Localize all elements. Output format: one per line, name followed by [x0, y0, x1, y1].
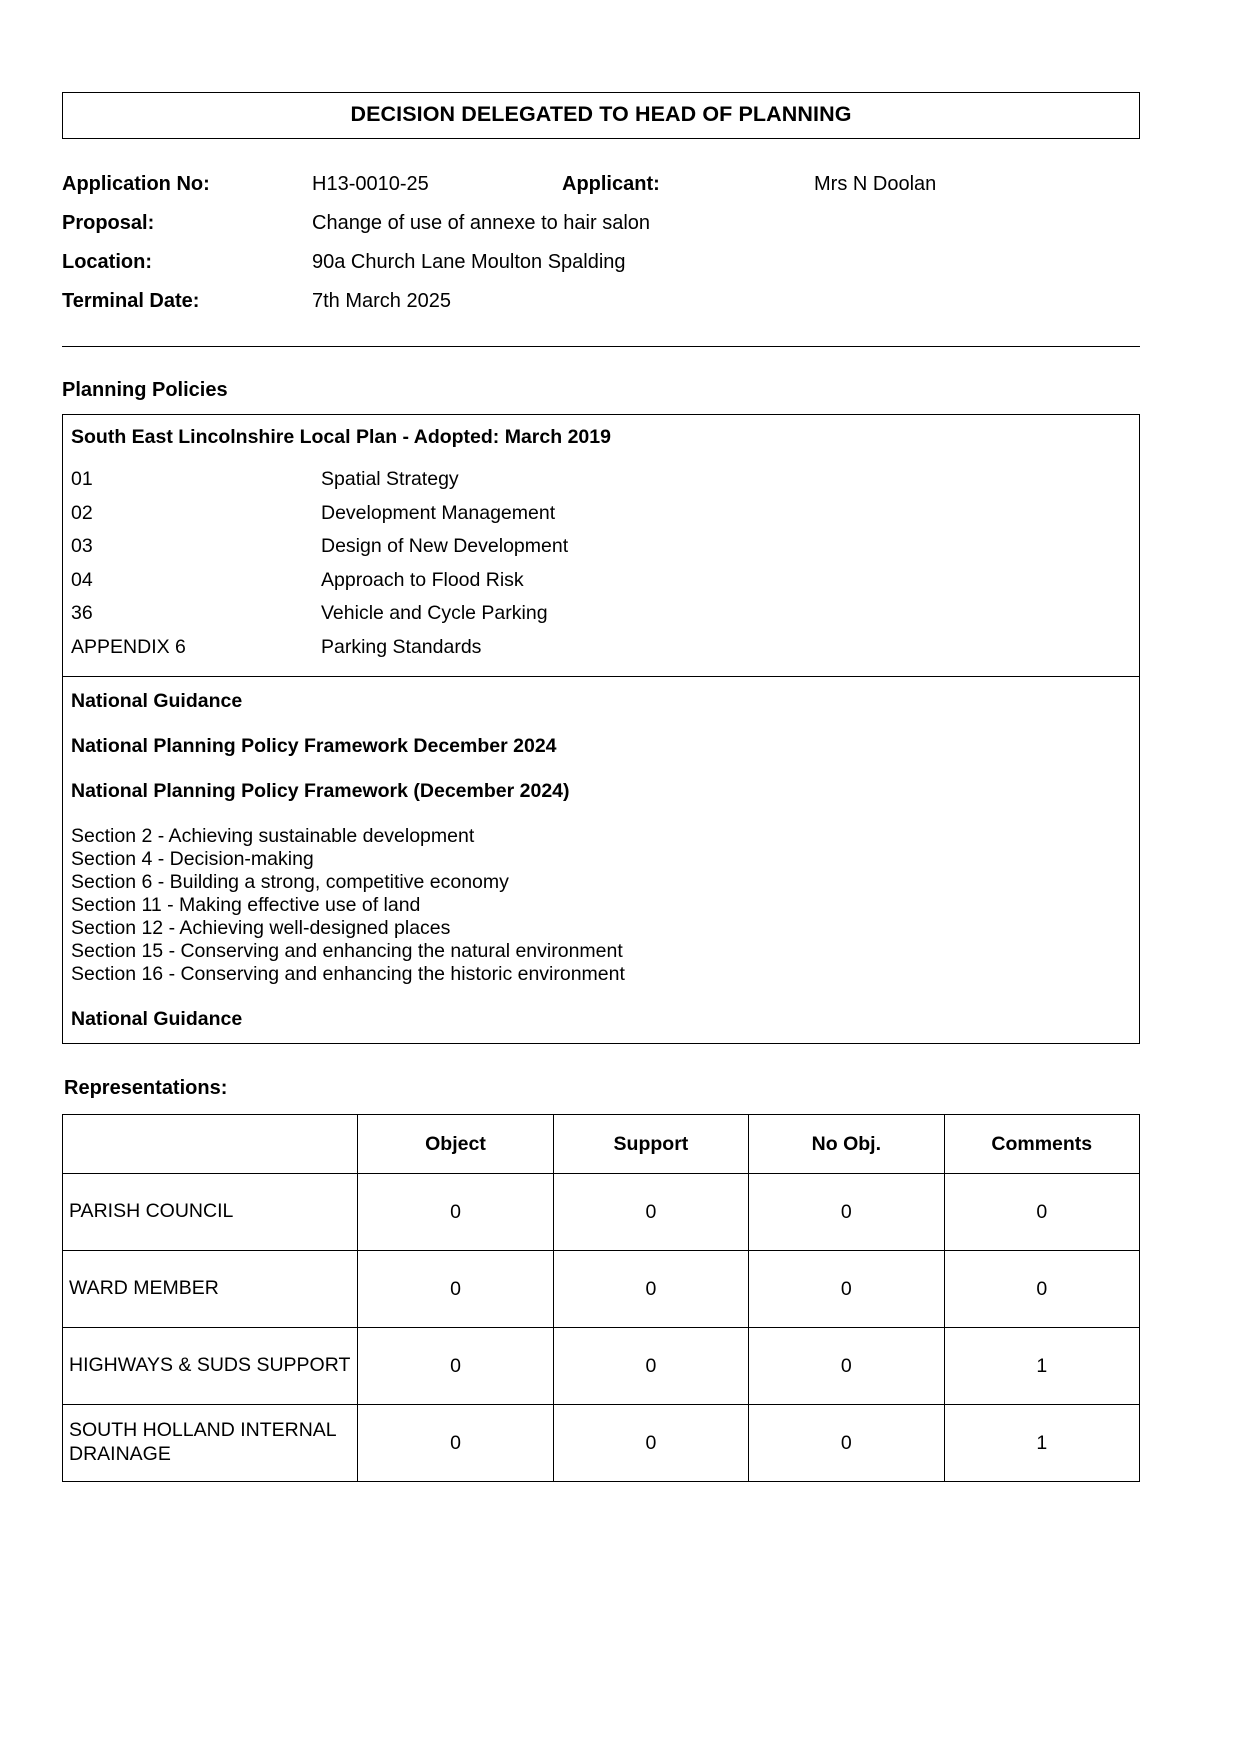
- local-plan-section: [63, 415, 1139, 676]
- national-guidance-heading: National Guidance: [71, 690, 243, 713]
- row-object: 0: [358, 1174, 553, 1251]
- nppf-section-item: Section 6 - Building a strong, competitive economy: [71, 871, 509, 894]
- nppf-sections-list: [71, 825, 1131, 986]
- column-header-support: Support: [553, 1115, 748, 1174]
- row-comments: 1: [944, 1328, 1139, 1405]
- applicant-value: Mrs N Doolan: [814, 173, 937, 195]
- table-row: [63, 1328, 1140, 1405]
- application-details: [62, 173, 1140, 347]
- row-comments: 0: [944, 1174, 1139, 1251]
- row-no-obj: 0: [749, 1174, 944, 1251]
- nppf-title: National Planning Policy Framework December 2024: [71, 735, 557, 758]
- nppf-section-item: Section 4 - Decision-making: [71, 848, 314, 871]
- national-guidance-footer: National Guidance: [71, 1008, 243, 1031]
- row-object: 0: [358, 1251, 553, 1328]
- row-support: 0: [553, 1405, 748, 1482]
- nppf-subtitle: National Planning Policy Framework (December 2024): [71, 780, 570, 803]
- proposal-label: Proposal:: [62, 212, 155, 234]
- nppf-section-item: Section 11 - Making effective use of land: [71, 894, 421, 917]
- table-row: [63, 1174, 1140, 1251]
- table-row: [63, 1251, 1140, 1328]
- policy-row: [71, 463, 1131, 497]
- table-header-row: [63, 1115, 1140, 1174]
- row-support: 0: [553, 1251, 748, 1328]
- policy-code: 02: [71, 501, 93, 524]
- application-no-label: Application No:: [62, 173, 210, 195]
- location-value: 90a Church Lane Moulton Spalding: [312, 251, 626, 273]
- applicant-label: Applicant:: [562, 173, 660, 195]
- page-title: DECISION DELEGATED TO HEAD OF PLANNING: [62, 92, 1140, 139]
- detail-row-application-no: [62, 173, 1140, 196]
- row-name: WARD MEMBER: [63, 1251, 358, 1328]
- policy-code: 01: [71, 468, 93, 490]
- proposal-value: Change of use of annexe to hair salon: [312, 212, 651, 234]
- planning-policies-box: [62, 414, 1140, 1044]
- row-object: 0: [358, 1328, 553, 1405]
- policy-code: APPENDIX 6: [71, 635, 186, 658]
- nppf-section-item: Section 2 - Achieving sustainable development: [71, 825, 475, 848]
- row-name: PARISH COUNCIL: [63, 1174, 358, 1251]
- policy-desc: Spatial Strategy: [321, 468, 459, 490]
- row-support: 0: [553, 1328, 748, 1405]
- row-support: 0: [553, 1174, 748, 1251]
- policy-desc: Vehicle and Cycle Parking: [321, 602, 548, 625]
- row-name: HIGHWAYS & SUDS SUPPORT: [63, 1328, 358, 1405]
- application-no-value: H13-0010-25: [312, 173, 429, 195]
- policy-desc: Parking Standards: [321, 635, 482, 658]
- local-plan-title: South East Lincolnshire Local Plan - Adopted: March 2019: [71, 426, 611, 448]
- detail-row-terminal-date: [62, 290, 1140, 313]
- policy-row: [71, 530, 1131, 564]
- table-row: [63, 1405, 1140, 1482]
- location-label: Location:: [62, 251, 152, 273]
- terminal-date-label: Terminal Date:: [62, 290, 200, 312]
- policy-row: [71, 631, 1131, 665]
- row-name: SOUTH HOLLAND INTERNAL DRAINAGE: [63, 1405, 358, 1482]
- terminal-date-value: 7th March 2025: [312, 290, 451, 312]
- national-guidance-section: [63, 676, 1139, 1043]
- row-comments: 1: [944, 1405, 1139, 1482]
- column-header-name: [63, 1115, 358, 1174]
- representations-heading: Representations:: [64, 1077, 228, 1100]
- column-header-object: Object: [358, 1115, 553, 1174]
- row-no-obj: 0: [749, 1405, 944, 1482]
- nppf-section-item: Section 15 - Conserving and enhancing the natural environment: [71, 940, 623, 963]
- nppf-section-item: Section 12 - Achieving well-designed places: [71, 917, 451, 940]
- row-no-obj: 0: [749, 1251, 944, 1328]
- policy-desc: Development Management: [321, 501, 556, 524]
- representations-table: [62, 1114, 1140, 1482]
- policy-code: 04: [71, 568, 93, 591]
- column-header-comments: Comments: [944, 1115, 1139, 1174]
- detail-row-proposal: [62, 212, 1140, 235]
- nppf-section-item: Section 16 - Conserving and enhancing the historic environment: [71, 963, 625, 986]
- policy-desc: Design of New Development: [321, 535, 569, 558]
- row-comments: 0: [944, 1251, 1139, 1328]
- planning-policies-heading: Planning Policies: [62, 379, 228, 401]
- row-no-obj: 0: [749, 1328, 944, 1405]
- policy-desc: Approach to Flood Risk: [321, 568, 524, 591]
- policy-row: [71, 597, 1131, 631]
- policy-code: 03: [71, 535, 93, 558]
- policy-row: [71, 497, 1131, 531]
- policy-row: [71, 564, 1131, 598]
- column-header-no-obj: No Obj.: [749, 1115, 944, 1174]
- detail-row-location: [62, 251, 1140, 274]
- policy-code: 36: [71, 602, 93, 625]
- row-object: 0: [358, 1405, 553, 1482]
